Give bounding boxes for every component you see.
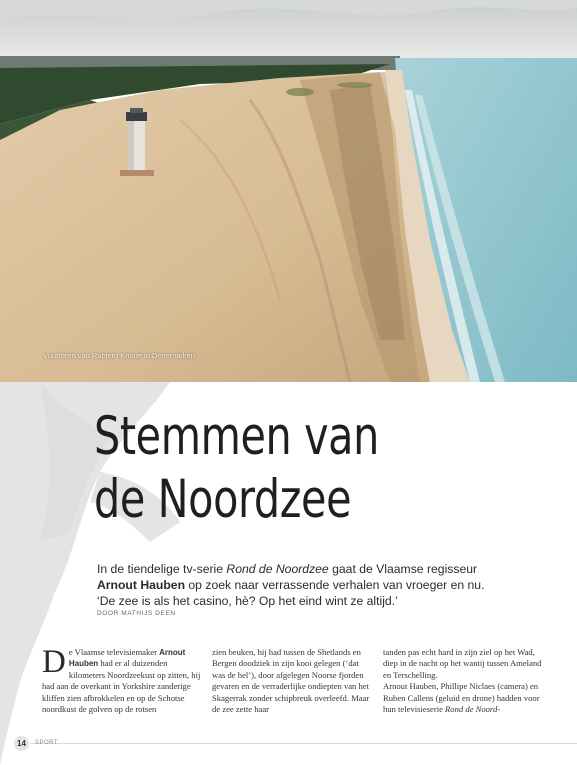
intro-text-3: op zoek naar verrassende verhalen van vroeger en nu. ‘De zee is als het casino, hè? Op het eind wint ze altijd.’ — [97, 578, 485, 608]
col3-text-2 — [383, 681, 545, 715]
footer-rule — [30, 743, 577, 744]
body-column-3 — [383, 647, 545, 715]
lighthouse-dunes-illustration — [0, 0, 577, 382]
col2-text: zien beuken, hij had tussen de Shetlands en Bergen doodziek in zijn kooi gelegen (‘dat was de hel’), door afgelegen Noorse fjorden gevaren en de verraderlijke ondiepten van het Skagerrak zonder schipbreuk overleefd. Maar de zee zette haar — [212, 647, 370, 715]
section-label: SPORT — [35, 740, 59, 746]
intro-text-2: gaat de Vlaamse regisseur — [328, 562, 478, 576]
intro-text-1: In de tiendelige tv-serie — [97, 562, 227, 576]
article-intro — [97, 561, 497, 609]
col1-text: had er al duizenden kilometers Noordzeekust op zitten, hij had aan de overkant in Yorkshire zanderige kliffen zien afbrokkelen en op de Schotse noordkust de golven op de rotsen — [42, 658, 201, 715]
title-line-1: Stemmen van — [94, 406, 379, 467]
col3-series-title: Rond de Noord- — [445, 704, 501, 715]
intro-series-title: Rond de Noordzee — [226, 562, 329, 576]
page-number: 14 — [14, 736, 29, 751]
intro-person-name: Arnout Hauben — [97, 578, 186, 592]
title-line-2: de Noordzee — [94, 469, 352, 530]
col1-name: Arnout Hauben — [68, 648, 186, 669]
col3-text-2a: Arnout Hauben, Phillipe Niclaes (camera) en Ruben Callens (geluid en drone) hadden voor hun televisieserie — [383, 681, 540, 715]
article-title — [94, 405, 422, 531]
col3-text-1: tanden pas echt hard in zijn ziel op het Wad, diep in de nacht op het wantij tussen Ameland en Terschelling. — [383, 647, 542, 680]
drop-cap: D — [42, 644, 66, 680]
col1-lead: e Vlaamse televisiemaker — [68, 647, 160, 657]
body-column-2 — [212, 647, 374, 715]
hero-photo — [0, 0, 577, 382]
byline: DOOR MATHIJS DEEN — [97, 610, 176, 617]
photo-caption: Vuurtoren van Rubjerg Knude in Denemarken — [43, 351, 195, 360]
body-column-1 — [42, 644, 204, 715]
